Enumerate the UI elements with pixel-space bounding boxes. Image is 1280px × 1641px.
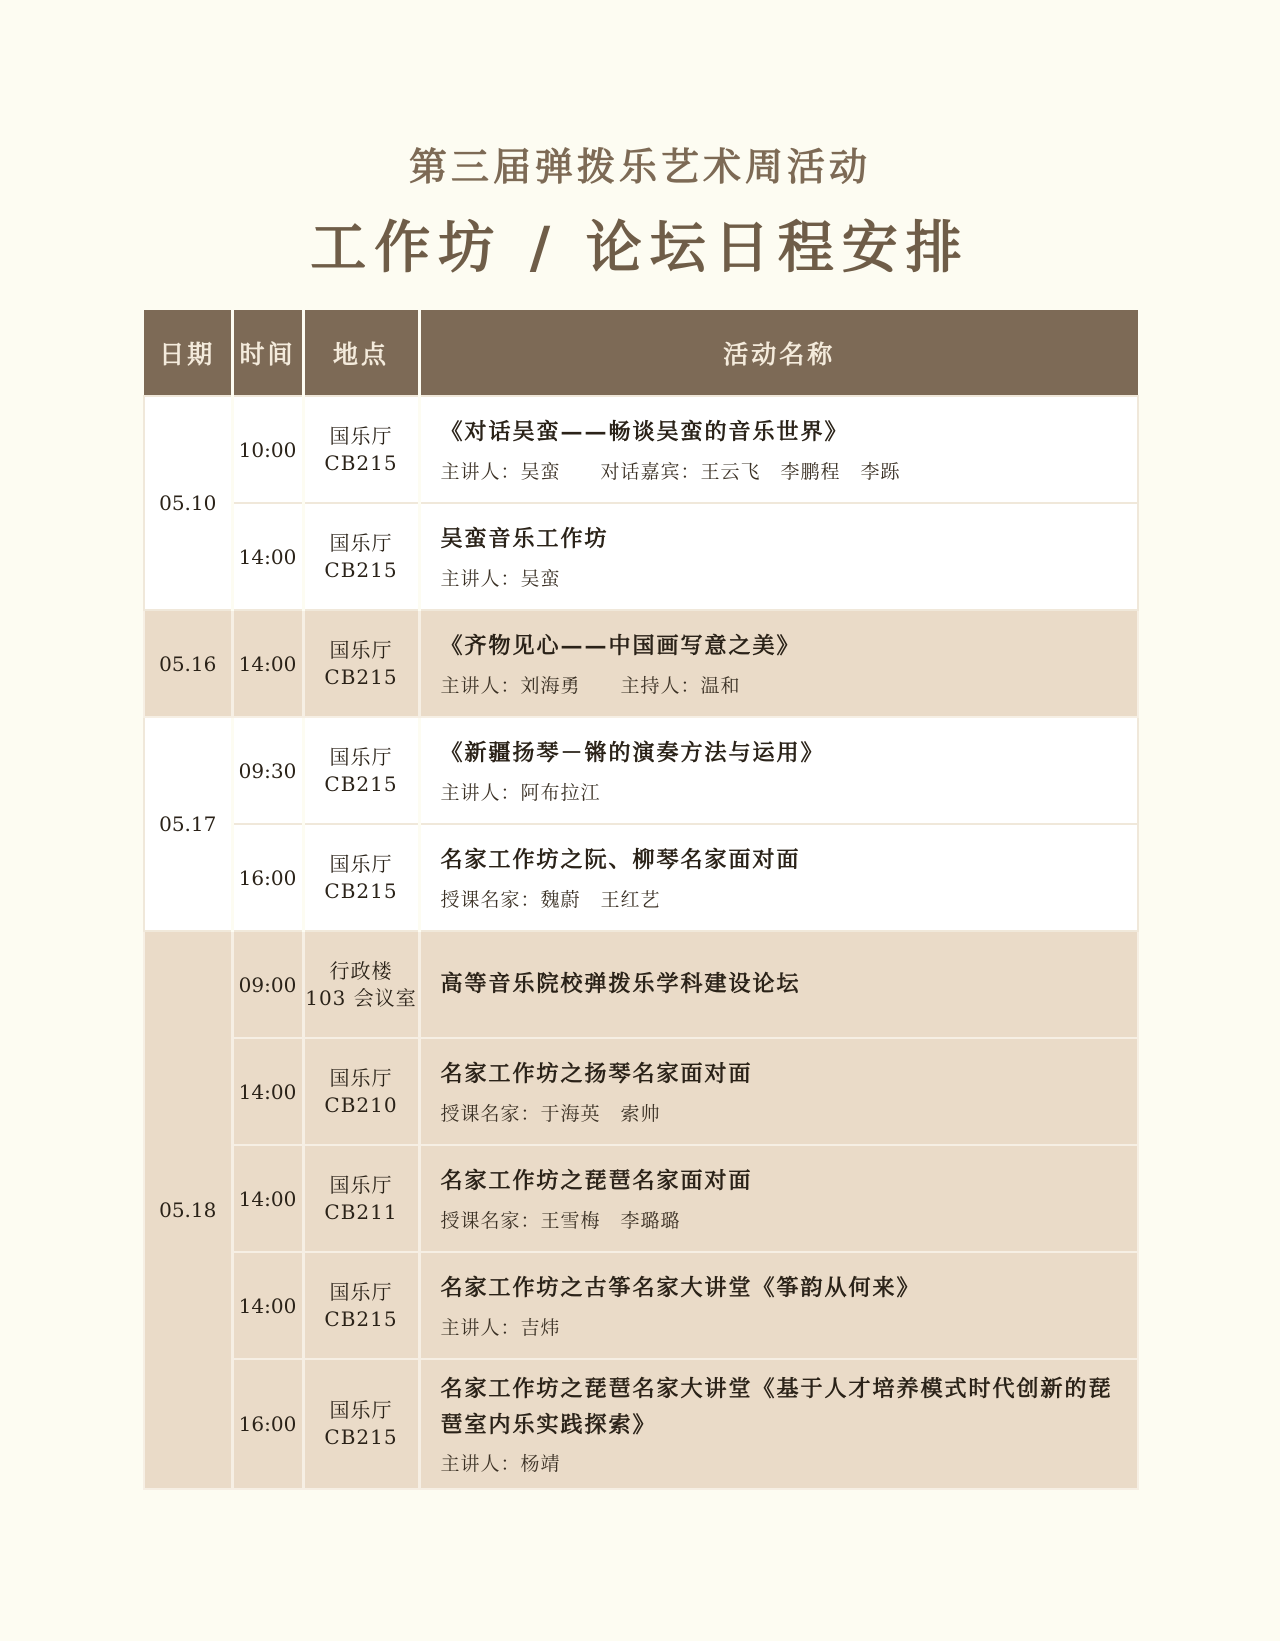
venue-cell [303, 610, 419, 717]
time-cell: 14:00 [232, 1252, 303, 1359]
event-cell [419, 1145, 1138, 1252]
venue-cell [303, 1145, 419, 1252]
venue-cell [303, 931, 419, 1038]
event-people: 主讲人：吴蛮 [440, 567, 561, 590]
time-cell: 10:00 [232, 396, 303, 503]
table-row [144, 1038, 1138, 1145]
event-people: 授课名家：王雪梅 李璐璐 [440, 1209, 681, 1232]
venue-line: 国乐厅 [329, 1065, 393, 1090]
table-row [144, 1252, 1138, 1359]
event-cell [419, 824, 1138, 931]
venue-line: 103 会议室 [305, 985, 417, 1010]
table-row [144, 717, 1138, 824]
event-cell [419, 1252, 1138, 1359]
event-name: 名家工作坊之琵琶名家大讲堂《基于人才培养模式时代创新的琵琶室内乐实践探索》 [440, 1376, 1113, 1438]
event-cell [419, 1359, 1138, 1489]
schedule-table [143, 310, 1139, 1490]
venue-cell [303, 824, 419, 931]
event-name: 《新疆扬琴－锵的演奏方法与运用》 [440, 740, 825, 767]
event-cell [419, 503, 1138, 610]
venue-cell [303, 1038, 419, 1145]
venue-line: 国乐厅 [329, 1398, 393, 1422]
date-cell: 05.10 [144, 396, 232, 610]
venue-line: 国乐厅 [329, 637, 393, 662]
venue-cell [303, 396, 419, 503]
venue-cell [303, 1359, 419, 1489]
event-name: 《齐物见心——中国画写意之美》 [440, 633, 801, 660]
venue-line: CB215 [324, 1425, 398, 1449]
event-name: 《对话吴蛮——畅谈吴蛮的音乐世界》 [440, 419, 849, 446]
table-row [144, 1145, 1138, 1252]
event-people: 主讲人：刘海勇 主持人：温和 [440, 674, 741, 697]
venue-line: 国乐厅 [329, 1279, 393, 1304]
venue-line: CB215 [324, 450, 398, 475]
venue-line: CB215 [324, 771, 398, 796]
event-people: 主讲人：阿布拉江 [440, 781, 601, 804]
venue-line: 国乐厅 [329, 851, 393, 876]
event-people: 主讲人：吉炜 [440, 1316, 561, 1339]
event-name: 名家工作坊之琵琶名家面对面 [440, 1168, 753, 1195]
venue-line: CB210 [324, 1092, 398, 1117]
day-group-0518 [144, 931, 1138, 1489]
venue-line: 国乐厅 [329, 1172, 393, 1197]
time-cell: 09:30 [232, 717, 303, 824]
event-people: 主讲人：吴蛮 对话嘉宾：王云飞 李鹏程 李跞 [440, 460, 901, 483]
event-people: 授课名家：于海英 索帅 [440, 1102, 661, 1125]
venue-line: CB215 [324, 878, 398, 903]
event-cell [419, 396, 1138, 503]
day-group-0510 [144, 396, 1138, 610]
date-cell: 05.17 [144, 717, 232, 931]
table-row [144, 824, 1138, 931]
time-cell: 14:00 [232, 610, 303, 717]
event-name: 吴蛮音乐工作坊 [440, 526, 609, 553]
venue-cell [303, 1252, 419, 1359]
event-name: 名家工作坊之古筝名家大讲堂《筝韵从何来》 [440, 1275, 921, 1302]
table-row [144, 931, 1138, 1038]
event-cell [419, 1038, 1138, 1145]
event-cell [419, 931, 1138, 1038]
table-row [144, 396, 1138, 503]
day-group-0517 [144, 717, 1138, 931]
event-people: 授课名家：魏蔚 王红艺 [440, 888, 661, 911]
header-date: 日期 [144, 310, 232, 396]
table-row [144, 503, 1138, 610]
time-cell: 16:00 [232, 824, 303, 931]
event-name: 名家工作坊之阮、柳琴名家面对面 [440, 847, 801, 874]
header-time: 时间 [232, 310, 303, 396]
venue-line: 国乐厅 [329, 530, 393, 555]
venue-line: CB215 [324, 664, 398, 689]
page-title: 工作坊 / 论坛日程安排 [310, 215, 970, 281]
venue-line: 行政楼 [329, 958, 393, 983]
table-row [144, 610, 1138, 717]
venue-line: CB211 [324, 1199, 398, 1224]
date-cell: 05.18 [144, 931, 232, 1489]
time-cell: 09:00 [232, 931, 303, 1038]
venue-cell [303, 503, 419, 610]
table-row [144, 1359, 1138, 1489]
venue-line: 国乐厅 [329, 423, 393, 448]
time-cell: 14:00 [232, 1038, 303, 1145]
event-name: 名家工作坊之扬琴名家面对面 [440, 1061, 753, 1088]
event-cell [419, 610, 1138, 717]
header-venue: 地点 [303, 310, 419, 396]
table-header-row [144, 310, 1138, 396]
time-cell: 14:00 [232, 1145, 303, 1252]
event-people: 主讲人：杨靖 [440, 1452, 561, 1475]
venue-line: 国乐厅 [329, 744, 393, 769]
date-cell: 05.16 [144, 610, 232, 717]
page-subtitle: 第三届弹拨乐艺术周活动 [408, 144, 871, 189]
time-cell: 16:00 [232, 1359, 303, 1489]
event-cell [419, 717, 1138, 824]
venue-line: CB215 [324, 1306, 398, 1331]
header-event: 活动名称 [419, 310, 1138, 396]
venue-line: CB215 [324, 557, 398, 582]
day-group-0516 [144, 610, 1138, 717]
venue-cell [303, 717, 419, 824]
time-cell: 14:00 [232, 503, 303, 610]
event-name: 高等音乐院校弹拨乐学科建设论坛 [440, 970, 801, 997]
